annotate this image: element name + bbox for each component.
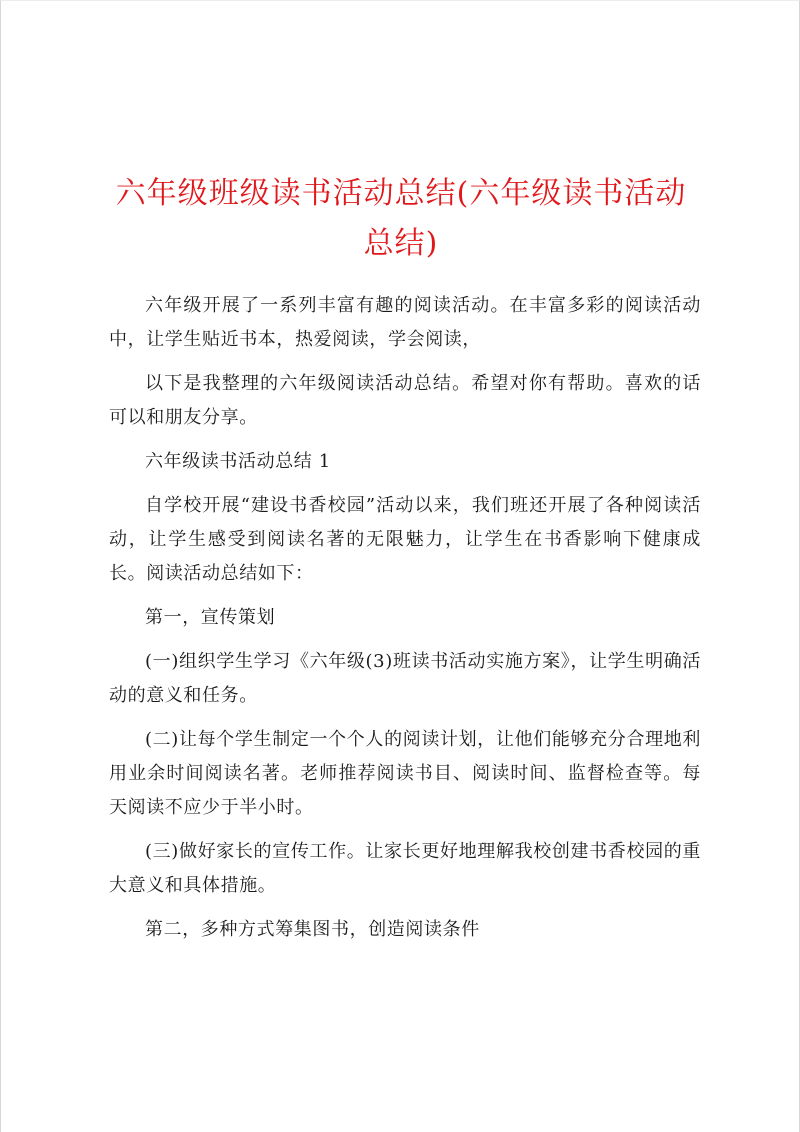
section-heading-summary-1: 六年级读书活动总结 1 bbox=[145, 451, 331, 472]
paragraph-activity-overview: 自学校开展“建设书香校园”活动以来，我们班还开展了各种阅读活动，让学生感受到阅读名著的无限魅力，让学生在书香影响下健康成长。阅读活动总结如下： bbox=[109, 495, 701, 584]
document-body bbox=[109, 289, 701, 957]
list-item-1: (一)组织学生学习《六年级(3)班读书活动实施方案》，让学生明确活动的意义和任务。 bbox=[109, 651, 701, 706]
document-title: 六年级班级读书活动总结(六年级读书活动总结) bbox=[115, 176, 687, 261]
section-heading-book-collection: 第二，多种方式筹集图书，创造阅读条件 bbox=[145, 919, 480, 940]
list-item-2: (二)让每个学生制定一个个人的阅读计划，让他们能够充分合理地利用业余时间阅读名著。老师推荐阅读书目、阅读时间、监督检查等。每天阅读不应少于半小时。 bbox=[109, 729, 701, 818]
paragraph-summary-note: 以下是我整理的六年级阅读活动总结。希望对你有帮助。喜欢的话可以和朋友分享。 bbox=[109, 373, 701, 428]
section-heading-publicity: 第一，宣传策划 bbox=[145, 607, 276, 628]
paragraph-intro: 六年级开展了一系列丰富有趣的阅读活动。在丰富多彩的阅读活动中，让学生贴近书本，热爱阅读，学会阅读， bbox=[109, 295, 701, 350]
list-item-3: (三)做好家长的宣传工作。让家长更好地理解我校创建书香校园的重大意义和具体措施。 bbox=[109, 841, 701, 896]
